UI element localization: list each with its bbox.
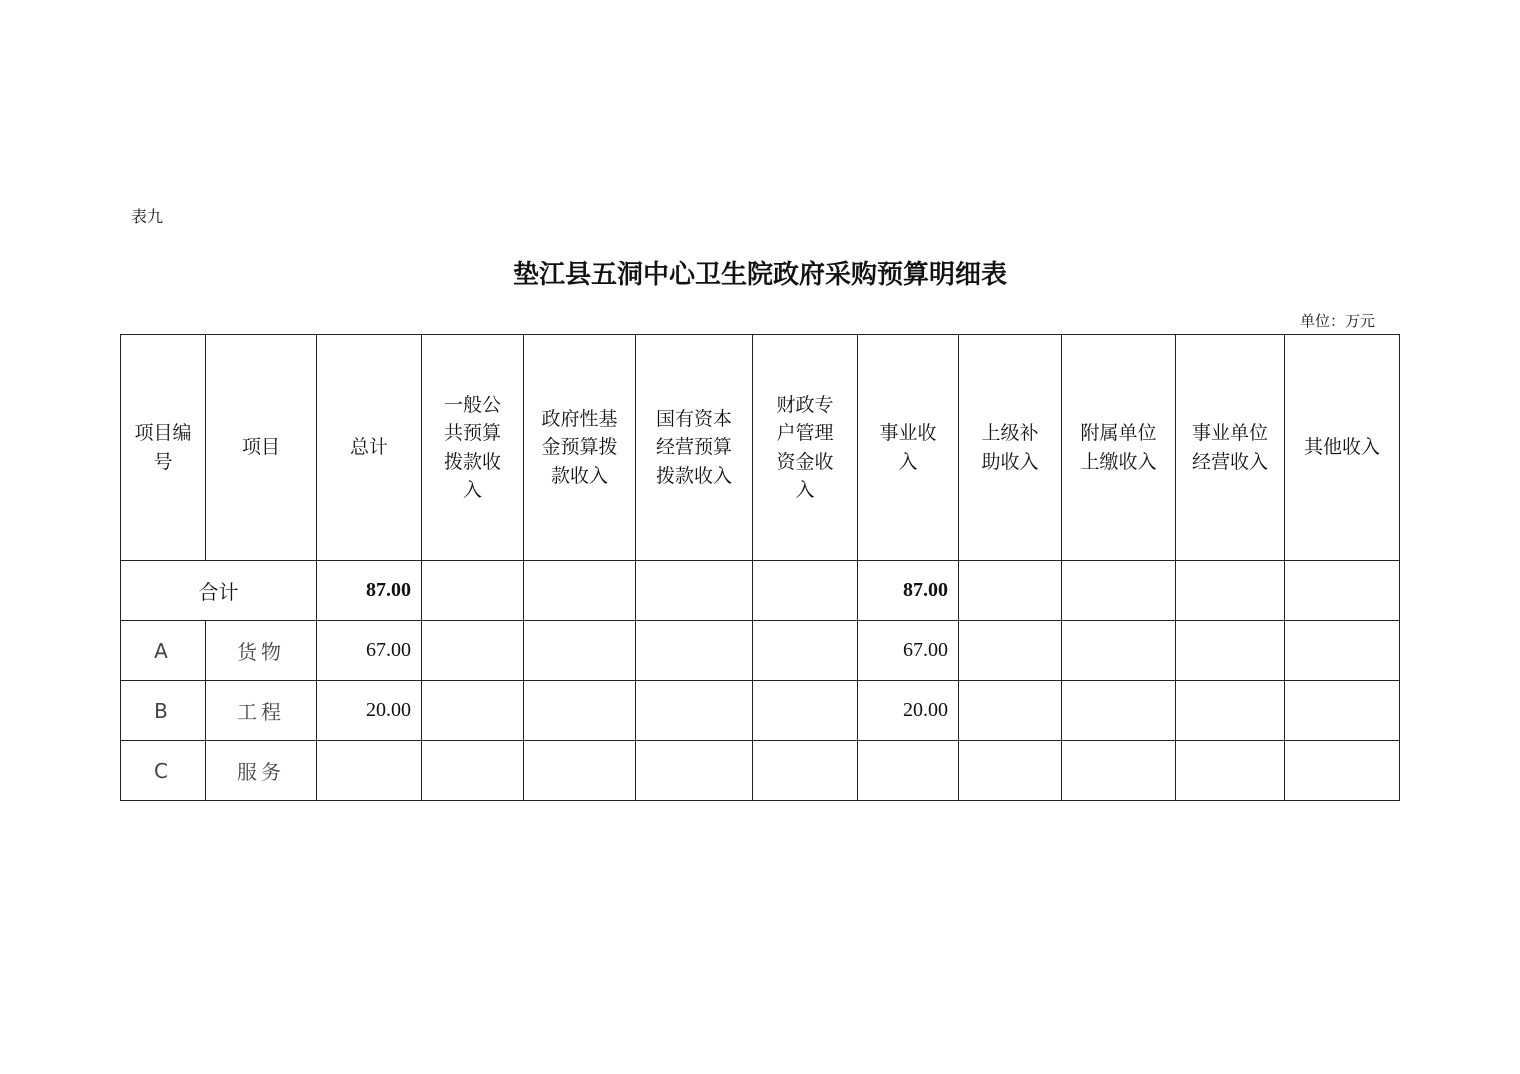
- header-cell: 项目: [206, 335, 317, 561]
- header-cell: 国有资本经营预算拨款收入: [636, 335, 753, 561]
- unit-label: 单位：万元: [1299, 312, 1375, 330]
- total-label: 合计: [121, 561, 317, 621]
- procurement-budget-table: [120, 334, 1400, 801]
- total-business-income: 87.00: [858, 561, 959, 621]
- total-value: 87.00: [317, 561, 422, 621]
- item-code: B: [121, 681, 206, 741]
- total-row: [121, 561, 1400, 621]
- item-total: [317, 741, 422, 801]
- header-row: [121, 335, 1400, 561]
- document-title: 垫江县五洞中心卫生院政府采购预算明细表: [512, 260, 1007, 290]
- table-row: [121, 681, 1400, 741]
- item-name: 服务: [206, 741, 317, 801]
- item-business-income: [858, 741, 959, 801]
- header-cell: 附属单位上缴收入: [1062, 335, 1176, 561]
- table-row: [121, 741, 1400, 801]
- header-cell: 其他收入: [1285, 335, 1400, 561]
- table-row: [121, 621, 1400, 681]
- item-business-income: 20.00: [858, 681, 959, 741]
- item-code: C: [121, 741, 206, 801]
- header-cell: 上级补助收入: [959, 335, 1062, 561]
- item-name: 货物: [206, 621, 317, 681]
- header-cell: 总计: [317, 335, 422, 561]
- header-cell: 政府性基金预算拨款收入: [524, 335, 636, 561]
- header-cell: 事业单位经营收入: [1176, 335, 1285, 561]
- table-number-label: 表九: [131, 207, 164, 226]
- item-total: 67.00: [317, 621, 422, 681]
- item-code: A: [121, 621, 206, 681]
- header-cell: 项目编号: [121, 335, 206, 561]
- header-cell: 事业收入: [858, 335, 959, 561]
- header-cell: 一般公共预算拨款收入: [422, 335, 524, 561]
- item-name: 工程: [206, 681, 317, 741]
- header-cell: 财政专户管理资金收入: [753, 335, 858, 561]
- item-total: 20.00: [317, 681, 422, 741]
- item-business-income: 67.00: [858, 621, 959, 681]
